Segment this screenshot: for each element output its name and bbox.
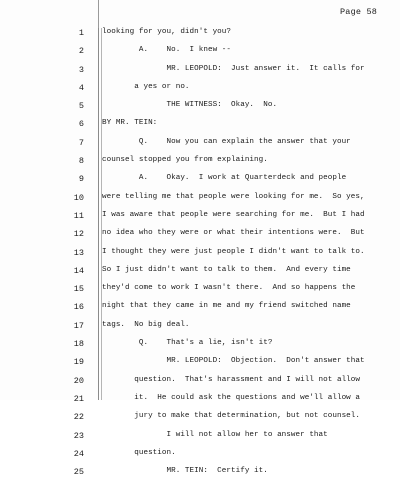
line-number: 7 bbox=[78, 137, 84, 148]
transcript-line bbox=[0, 207, 400, 225]
transcript-line bbox=[0, 61, 400, 79]
transcript-lines bbox=[0, 24, 400, 481]
line-number: 17 bbox=[73, 320, 84, 331]
line-number: 15 bbox=[73, 284, 84, 295]
line-number: 25 bbox=[73, 467, 84, 478]
line-text: Q. That's a lie, isn't it? bbox=[102, 339, 273, 348]
transcript-line bbox=[0, 24, 400, 42]
line-number: 3 bbox=[78, 64, 84, 75]
line-number: 12 bbox=[73, 229, 84, 240]
transcript-line bbox=[0, 463, 400, 481]
transcript-line bbox=[0, 42, 400, 60]
page-number: Page 58 bbox=[340, 7, 378, 17]
line-text: So I just didn't want to talk to them. And every time bbox=[102, 265, 351, 274]
line-number: 22 bbox=[73, 412, 84, 423]
transcript-line bbox=[0, 390, 400, 408]
line-text: A. Okay. I work at Quarterdeck and people bbox=[102, 174, 347, 183]
transcript-line bbox=[0, 97, 400, 115]
line-text: MR. LEOPOLD: Just answer it. It calls for bbox=[102, 64, 365, 73]
line-text: BY MR. TEIN: bbox=[102, 119, 158, 128]
line-text: I will not allow her to answer that bbox=[102, 430, 328, 439]
line-text: a yes or no. bbox=[102, 82, 190, 91]
transcript-line bbox=[0, 335, 400, 353]
transcript-line bbox=[0, 79, 400, 97]
transcript-line bbox=[0, 353, 400, 371]
line-number: 10 bbox=[73, 192, 84, 203]
transcript-line bbox=[0, 170, 400, 188]
line-text: they'd come to work I wasn't there. And so happens the bbox=[102, 284, 356, 293]
line-text: counsel stopped you from explaining. bbox=[102, 156, 268, 165]
transcript-line bbox=[0, 445, 400, 463]
line-text: MR. LEOPOLD: Objection. Don't answer that bbox=[102, 357, 365, 366]
line-number: 13 bbox=[73, 247, 84, 258]
line-number: 20 bbox=[73, 375, 84, 386]
line-text: jury to make that determination, but not counsel. bbox=[102, 412, 360, 421]
line-number: 23 bbox=[73, 430, 84, 441]
transcript-line bbox=[0, 280, 400, 298]
line-text: night that they came in me and my friend switched name bbox=[102, 302, 351, 311]
line-number: 11 bbox=[73, 210, 84, 221]
line-text: I was aware that people were searching for me. But I had bbox=[102, 210, 365, 219]
line-number: 18 bbox=[73, 339, 84, 350]
transcript-line bbox=[0, 225, 400, 243]
transcript-line bbox=[0, 244, 400, 262]
line-text: looking for you, didn't you? bbox=[102, 28, 231, 36]
line-text: question. bbox=[102, 448, 176, 457]
line-number: 1 bbox=[78, 28, 84, 38]
line-text: no idea who they were or what their intentions were. But bbox=[102, 229, 365, 238]
line-text: A. No. I knew -- bbox=[102, 46, 231, 55]
transcript-line bbox=[0, 189, 400, 207]
transcript-line bbox=[0, 298, 400, 316]
transcript-line bbox=[0, 115, 400, 133]
line-text: were telling me that people were looking for me. So yes, bbox=[102, 192, 365, 201]
line-number: 9 bbox=[78, 174, 84, 185]
line-number: 5 bbox=[78, 101, 84, 112]
line-text: I thought they were just people I didn't want to talk to. bbox=[102, 247, 365, 256]
line-number: 21 bbox=[73, 393, 84, 404]
line-text: MR. TEIN: Certify it. bbox=[102, 467, 268, 476]
line-number: 2 bbox=[78, 46, 84, 57]
line-number: 6 bbox=[78, 119, 84, 130]
line-number: 16 bbox=[73, 302, 84, 313]
transcript-line bbox=[0, 372, 400, 390]
transcript-line bbox=[0, 317, 400, 335]
transcript-line bbox=[0, 408, 400, 426]
line-text: question. That's harassment and I will not allow bbox=[102, 375, 360, 384]
line-text: THE WITNESS: Okay. No. bbox=[102, 101, 278, 110]
transcript-line bbox=[0, 427, 400, 445]
line-text: Q. Now you can explain the answer that your bbox=[102, 137, 351, 146]
transcript-line bbox=[0, 262, 400, 280]
line-number: 8 bbox=[78, 156, 84, 167]
line-number: 14 bbox=[73, 265, 84, 276]
transcript-line bbox=[0, 152, 400, 170]
line-number: 4 bbox=[78, 82, 84, 93]
line-number: 24 bbox=[73, 448, 84, 459]
transcript-line bbox=[0, 134, 400, 152]
line-text: it. He could ask the questions and we'll allow a bbox=[102, 393, 360, 402]
line-text: tags. No big deal. bbox=[102, 320, 190, 329]
line-number: 19 bbox=[73, 357, 84, 368]
